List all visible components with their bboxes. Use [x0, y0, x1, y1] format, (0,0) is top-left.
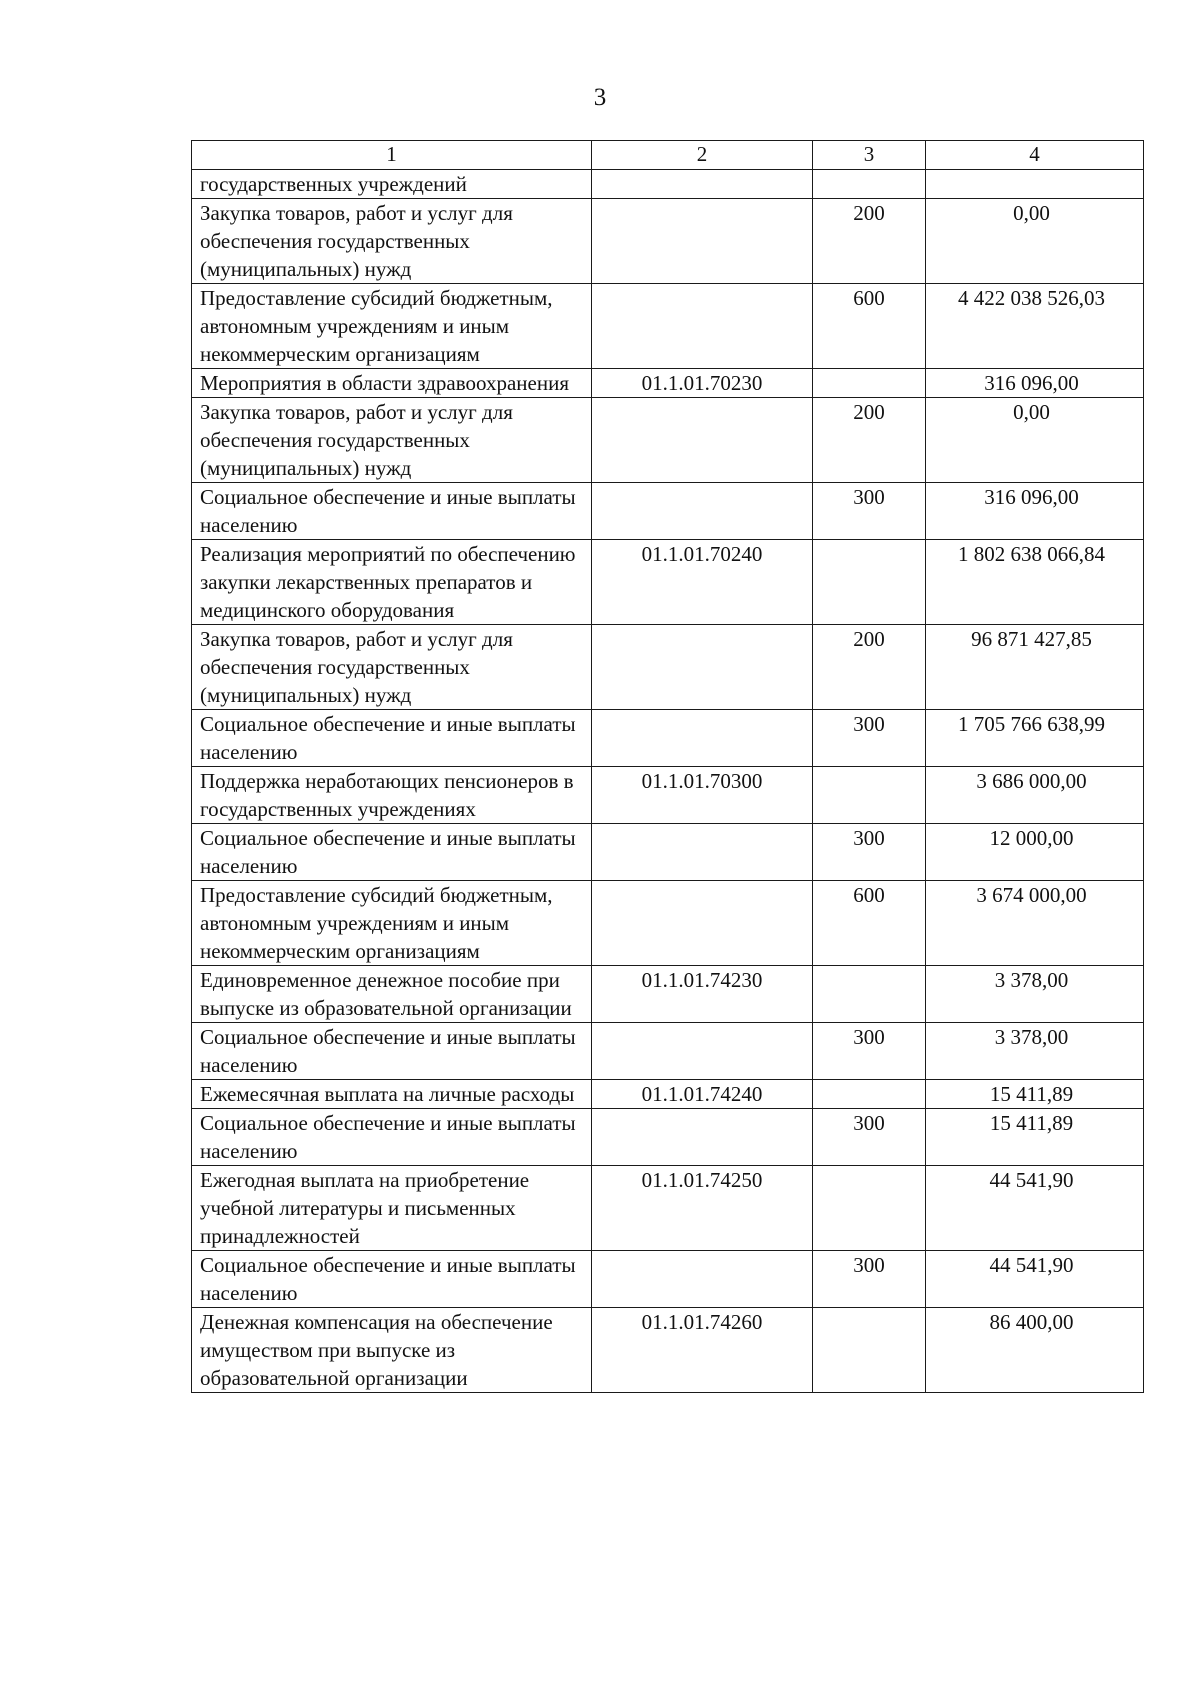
table-row [192, 199, 1144, 284]
row-type-cell: 300 [813, 1109, 926, 1166]
row-type-cell: 300 [813, 710, 926, 767]
row-type-cell [813, 966, 926, 1023]
table-row [192, 881, 1144, 966]
budget-table [191, 140, 1144, 1393]
row-amount-cell: 15 411,89 [926, 1109, 1144, 1166]
table-row [192, 540, 1144, 625]
row-amount-cell: 316 096,00 [926, 483, 1144, 540]
row-code-cell: 01.1.01.70300 [592, 767, 813, 824]
table-row [192, 1251, 1144, 1308]
row-type-cell [813, 369, 926, 398]
row-name-cell: Предоставление субсидий бюджетным, автономным учреждениям и иным некоммерческим организациям [192, 284, 592, 369]
header-col-3: 3 [813, 141, 926, 170]
header-col-4: 4 [926, 141, 1144, 170]
row-amount-cell: 44 541,90 [926, 1251, 1144, 1308]
row-code-cell [592, 398, 813, 483]
row-amount-cell: 0,00 [926, 398, 1144, 483]
table-row [192, 483, 1144, 540]
table-row [192, 1109, 1144, 1166]
row-amount-cell [926, 170, 1144, 199]
table-row [192, 1023, 1144, 1080]
table-row [192, 1080, 1144, 1109]
row-code-cell [592, 1109, 813, 1166]
row-code-cell [592, 1023, 813, 1080]
row-code-cell [592, 881, 813, 966]
row-amount-cell: 1 705 766 638,99 [926, 710, 1144, 767]
row-amount-cell: 96 871 427,85 [926, 625, 1144, 710]
row-type-cell [813, 1308, 926, 1393]
row-code-cell: 01.1.01.74230 [592, 966, 813, 1023]
row-name-cell: Единовременное денежное пособие при выпуске из образовательной организации [192, 966, 592, 1023]
row-code-cell: 01.1.01.74260 [592, 1308, 813, 1393]
row-type-cell: 600 [813, 881, 926, 966]
table-row [192, 1308, 1144, 1393]
row-amount-cell: 0,00 [926, 199, 1144, 284]
row-name-cell: Социальное обеспечение и иные выплаты населению [192, 824, 592, 881]
row-amount-cell: 12 000,00 [926, 824, 1144, 881]
table-body [192, 170, 1144, 1393]
row-amount-cell: 86 400,00 [926, 1308, 1144, 1393]
table-row [192, 369, 1144, 398]
row-type-cell [813, 540, 926, 625]
row-type-cell: 300 [813, 824, 926, 881]
row-code-cell: 01.1.01.70230 [592, 369, 813, 398]
table-row [192, 625, 1144, 710]
table-row [192, 284, 1144, 369]
row-amount-cell: 1 802 638 066,84 [926, 540, 1144, 625]
row-name-cell: Социальное обеспечение и иные выплаты населению [192, 1109, 592, 1166]
row-amount-cell: 3 674 000,00 [926, 881, 1144, 966]
table-row [192, 824, 1144, 881]
row-code-cell [592, 483, 813, 540]
table-row [192, 1166, 1144, 1251]
row-amount-cell: 3 686 000,00 [926, 767, 1144, 824]
row-name-cell: государственных учреждений [192, 170, 592, 199]
table-row [192, 170, 1144, 199]
row-name-cell: Закупка товаров, работ и услуг для обеспечения государственных (муниципальных) нужд [192, 625, 592, 710]
row-code-cell [592, 170, 813, 199]
row-code-cell [592, 710, 813, 767]
row-name-cell: Поддержка неработающих пенсионеров в государственных учреждениях [192, 767, 592, 824]
row-code-cell [592, 824, 813, 881]
row-type-cell: 200 [813, 398, 926, 483]
row-type-cell: 300 [813, 1251, 926, 1308]
row-type-cell: 600 [813, 284, 926, 369]
row-name-cell: Социальное обеспечение и иные выплаты населению [192, 710, 592, 767]
row-type-cell: 200 [813, 199, 926, 284]
row-amount-cell: 44 541,90 [926, 1166, 1144, 1251]
table-row [192, 966, 1144, 1023]
table-row [192, 398, 1144, 483]
row-amount-cell: 15 411,89 [926, 1080, 1144, 1109]
row-type-cell: 300 [813, 483, 926, 540]
table-row [192, 710, 1144, 767]
table-header [192, 141, 1144, 170]
row-code-cell: 01.1.01.74250 [592, 1166, 813, 1251]
header-col-1: 1 [192, 141, 592, 170]
row-name-cell: Предоставление субсидий бюджетным, автономным учреждениям и иным некоммерческим организациям [192, 881, 592, 966]
row-name-cell: Реализация мероприятий по обеспечению закупки лекарственных препаратов и медицинского оборудования [192, 540, 592, 625]
row-name-cell: Социальное обеспечение и иные выплаты населению [192, 1023, 592, 1080]
row-type-cell [813, 170, 926, 199]
row-name-cell: Социальное обеспечение и иные выплаты населению [192, 1251, 592, 1308]
row-name-cell: Ежегодная выплата на приобретение учебной литературы и письменных принадлежностей [192, 1166, 592, 1251]
row-type-cell [813, 1080, 926, 1109]
table-row [192, 767, 1144, 824]
row-code-cell [592, 199, 813, 284]
row-amount-cell: 3 378,00 [926, 1023, 1144, 1080]
row-name-cell: Денежная компенсация на обеспечение имуществом при выпуске из образовательной организации [192, 1308, 592, 1393]
row-amount-cell: 316 096,00 [926, 369, 1144, 398]
row-amount-cell: 3 378,00 [926, 966, 1144, 1023]
row-name-cell: Мероприятия в области здравоохранения [192, 369, 592, 398]
row-type-cell: 200 [813, 625, 926, 710]
row-name-cell: Закупка товаров, работ и услуг для обеспечения государственных (муниципальных) нужд [192, 398, 592, 483]
header-col-2: 2 [592, 141, 813, 170]
row-name-cell: Ежемесячная выплата на личные расходы [192, 1080, 592, 1109]
row-code-cell: 01.1.01.70240 [592, 540, 813, 625]
row-type-cell: 300 [813, 1023, 926, 1080]
row-type-cell [813, 767, 926, 824]
row-amount-cell: 4 422 038 526,03 [926, 284, 1144, 369]
row-code-cell [592, 625, 813, 710]
row-code-cell [592, 284, 813, 369]
header-row [192, 141, 1144, 170]
row-code-cell [592, 1251, 813, 1308]
row-code-cell: 01.1.01.74240 [592, 1080, 813, 1109]
page-number: 3 [593, 84, 607, 111]
row-type-cell [813, 1166, 926, 1251]
row-name-cell: Социальное обеспечение и иные выплаты населению [192, 483, 592, 540]
row-name-cell: Закупка товаров, работ и услуг для обеспечения государственных (муниципальных) нужд [192, 199, 592, 284]
